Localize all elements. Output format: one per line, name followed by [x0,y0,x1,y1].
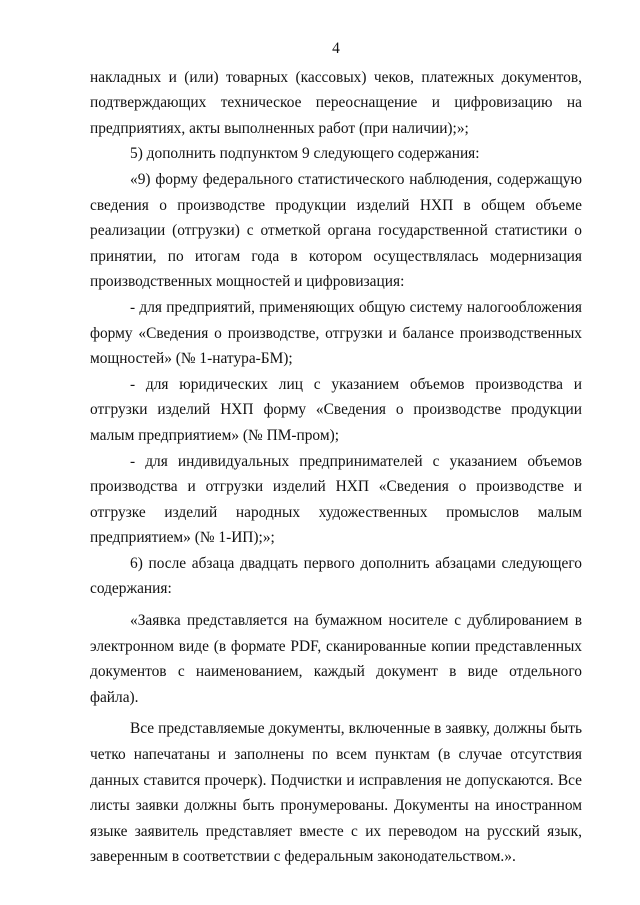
paragraph-1: накладных и (или) товарных (кассовых) чеков, платежных документов, подтверждающих техническое переоснащение и цифровизацию на предприятиях, акты выполненных работ (при наличии);»; [90,68,582,137]
paragraph-5: - для юридических лиц с указанием объемов производства и отгрузки изделий НХП форму «Сведения о производстве продукции малым предприятием» (№ ПМ-пром); [90,375,582,444]
paragraph-3: «9) форму федерального статистического наблюдения, содержащую сведения о производстве продукции изделий НХП в общем объеме реализации (отгрузки) с отметкой органа государственной статистики о принятии, по итогам года в котором осуществлялась модернизация производственных мощностей и цифровизация: [90,170,582,291]
page-number: 4 [332,40,340,57]
paragraph-6: - для индивидуальных предпринимателей с указанием объемов производства и отгрузки изделий НХП «Сведения о производстве и отгрузке изделий народных художественных промыслов малым предприятием» (№ 1-ИП);»; [90,452,582,547]
paragraph-4: - для предприятий, применяющих общую систему налогообложения форму «Сведения о производстве, отгрузки и балансе производственных мощностей» (№ 1-натура-БМ); [90,298,582,368]
paragraph-7: 6) после абзаца двадцать первого дополнить абзацами следующего содержания: [90,554,582,598]
paragraph-2: 5) дополнить подпунктом 9 следующего содержания: [130,145,480,163]
paragraph-9: Все представляемые документы, включенные в заявку, должны быть четко напечатаны и заполнены по всем пунктам (в случае отсутствия данных ставится прочерк). Подчистки и исправления не допускаются. Все листы заявки должны быть пронумерованы. Документы на иностранном языке заявитель представляет вместе с их переводом на русский язык, заверенным в соответствии с федеральным законодательством.». [90,720,582,866]
paragraph-8: «Заявка представляется на бумажном носителе с дублированием в электронном виде (в формате PDF, сканированные копии представленных документов с наименованием, каждый документ в виде отдельного файла). [90,612,582,706]
